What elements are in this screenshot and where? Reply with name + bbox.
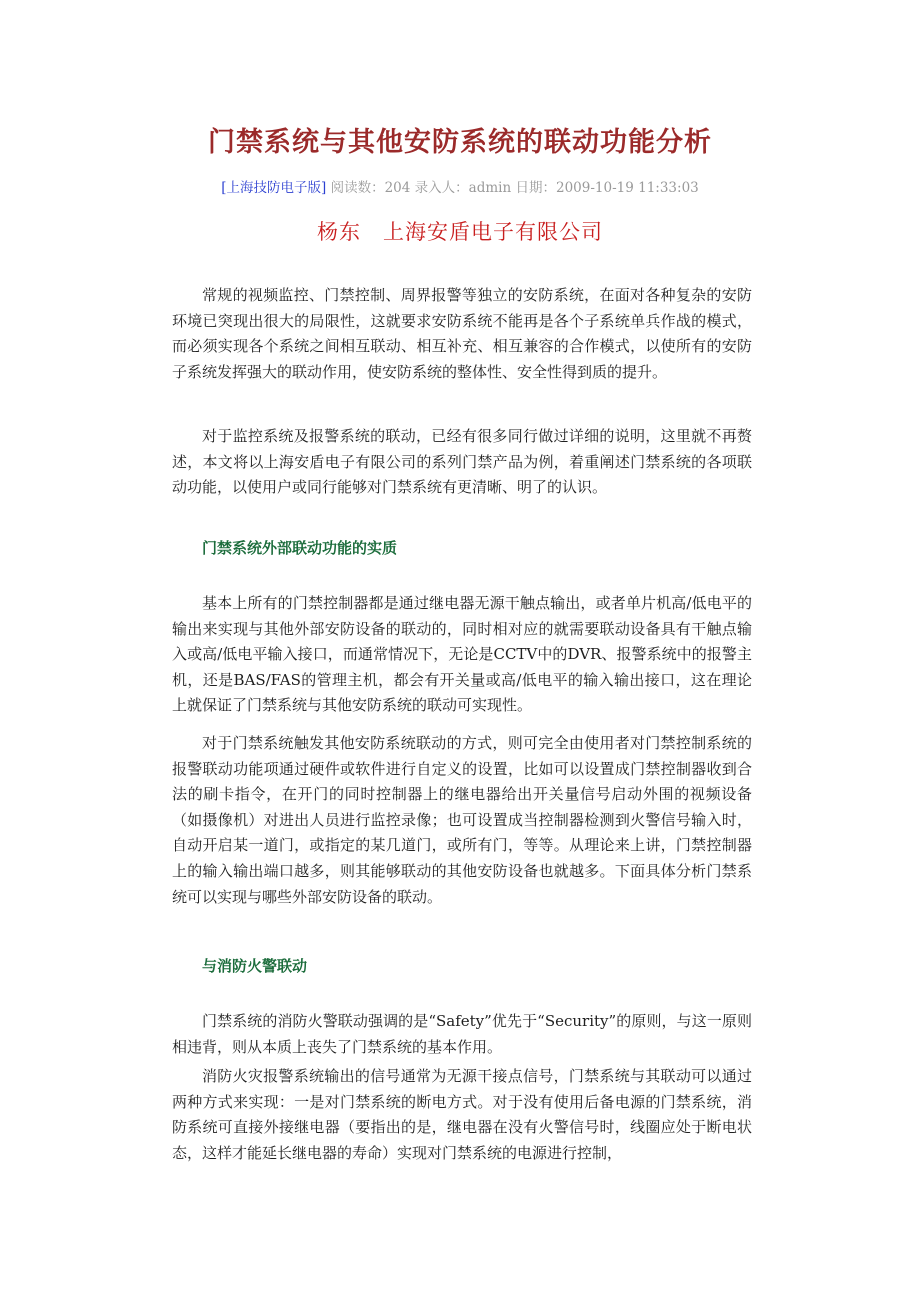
paragraph: 常规的视频监控、门禁控制、周界报警等独立的安防系统，在面对各种复杂的安防环境已突现出很大的局限性，这就要求安防系统不能再是各个子系统单兵作战的模式，而必须实现各个系统之间相互联动、相互补充、相互兼容的合作模式，以使所有的安防子系统发挥强大的联动作用，使安防系统的整体性、安全性得到质的提升。 <box>172 286 752 381</box>
author-company: 上海安盾电子有限公司 <box>383 220 603 244</box>
article-meta <box>0 176 920 196</box>
author-line <box>0 216 920 246</box>
entered-label: 录入人： <box>414 180 469 196</box>
entered-by: admin <box>468 180 512 196</box>
paragraph: 消防火灾报警系统输出的信号通常为无源干接点信号，门禁系统与其联动可以通过两种方式来实现：一是对门禁系统的断电方式。对于没有使用后备电源的门禁系统，消防系统可直接外接继电器（要指出的是，继电器在没有火警信号时，线圈应处于断电状态，这样才能延长继电器的寿命）实现对门禁系统的电源进行控制， <box>172 1067 752 1162</box>
article-title: 门禁系统与其他安防系统的联动功能分析 <box>208 127 712 158</box>
section-heading: 与消防火警联动 <box>202 957 308 975</box>
read-count: 204 <box>384 180 411 196</box>
source-link[interactable]: [上海技防电子版] <box>221 180 327 196</box>
reads-label: 阅读数： <box>330 180 385 196</box>
paragraph: 门禁系统的消防火警联动强调的是“Safety”优先于“Security”的原则，与这一原则相违背，则从本质上丧失了门禁系统的基本作用。 <box>172 1012 752 1056</box>
author-name: 杨东 <box>317 220 361 244</box>
paragraph: 对于监控系统及报警系统的联动，已经有很多同行做过详细的说明，这里就不再赘述，本文将以上海安盾电子有限公司的系列门禁产品为例，着重阐述门禁系统的各项联动功能，以使用户或同行能够对门禁系统有更清晰、明了的认识。 <box>172 427 752 497</box>
publish-date: 2009-10-19 11:33:03 <box>555 180 699 196</box>
paragraph: 对于门禁系统触发其他安防系统联动的方式，则可完全由使用者对门禁控制系统的报警联动功能项通过硬件或软件进行自定义的设置，比如可以设置成门禁控制器收到合法的刷卡指令，在开门的同时控制器上的继电器给出开关量信号启动外围的视频设备（如摄像机）对进出人员进行监控录像；也可设置成当控制器检测到火警信号输入时，自动开启某一道门，或指定的某几道门，或所有门，等等。从理论来上讲，门禁控制器上的输入输出端口越多，则其能够联动的其他安防设备也就越多。下面具体分析门禁系统可以实现与哪些外部安防设备的联动。 <box>172 734 752 906</box>
date-label: 日期： <box>515 180 556 196</box>
paragraph: 基本上所有的门禁控制器都是通过继电器无源干触点输出，或者单片机高/低电平的输出来实现与其他外部安防设备的联动的，同时相对应的就需要联动设备具有干触点输入或高/低电平输入接口，而通常情况下，无论是CCTV中的DVR、报警系统中的报警主机，还是BAS/FAS的管理主机，都会有开关量或高/低电平的输入输出接口，这在理论上就保证了门禁系统与其他安防系统的联动可实现性。 <box>172 594 752 715</box>
section-heading: 门禁系统外部联动功能的实质 <box>202 539 398 557</box>
